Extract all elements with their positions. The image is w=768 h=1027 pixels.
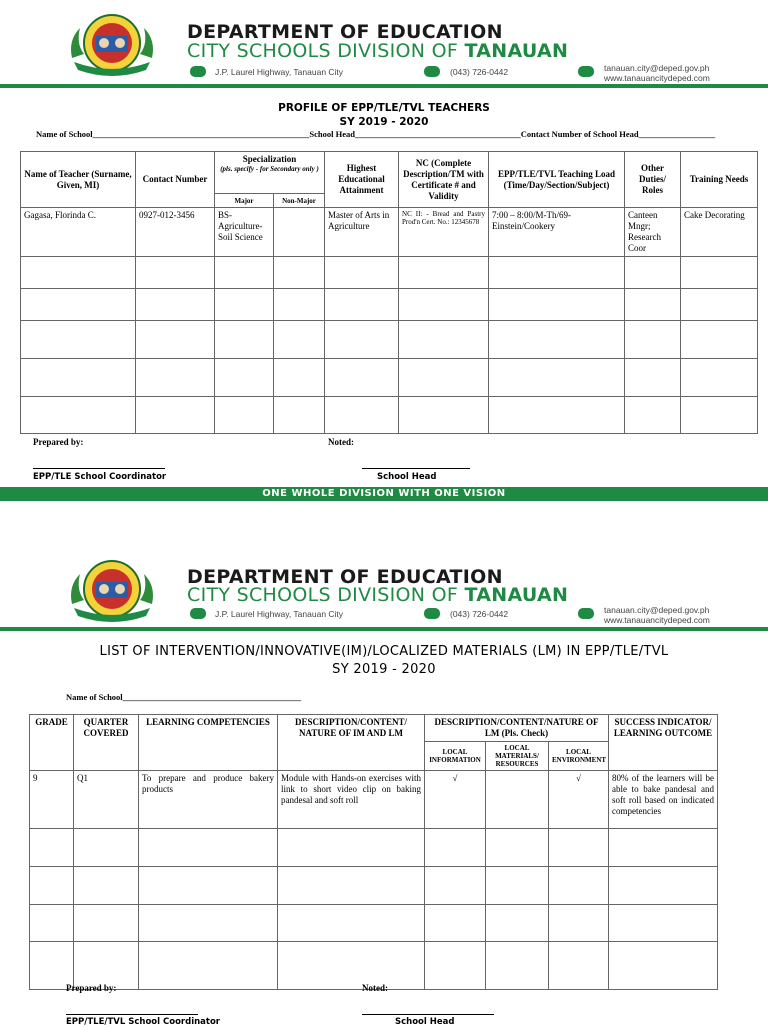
location-icon [190, 66, 206, 77]
school-info-line: Name of School___________________________________________________School Head_______________________________________Contact Number of School Head__________________ [36, 129, 716, 139]
email-icon [578, 66, 594, 77]
email-web-text: tanauan.city@deped.gov.ph www.tanauancitydeped.com [604, 63, 710, 83]
address-text: J.P. Laurel Highway, Tanauan City [215, 67, 344, 77]
address-text: J.P. Laurel Highway, Tanauan City [215, 609, 344, 619]
col-nonmajor: Non-Major [274, 194, 325, 208]
email-web-text: tanauan.city@deped.gov.ph www.tanauancitydeped.com [604, 605, 710, 625]
noted-label: Noted: [362, 983, 388, 993]
cell-success: 80% of the learners will be able to bake pandesal and soft roll based on indicated competencies [609, 771, 718, 829]
head-signature-line [362, 1014, 494, 1015]
cell-training: Cake Decorating [681, 208, 758, 257]
teacher-profile-table [20, 151, 758, 434]
cell-quarter: Q1 [74, 771, 139, 829]
page1-title: PROFILE OF EPP/TLE/TVL TEACHERS SY 2019 - 2020 [278, 102, 490, 128]
school-head-label: School Head [377, 472, 437, 482]
table-row [21, 257, 758, 289]
table-row [30, 867, 718, 905]
email-icon [578, 608, 594, 619]
col-other-duties: Other Duties/ Roles [625, 152, 681, 208]
col-local-information: LOCAL INFORMATION [425, 742, 486, 771]
col-quarter: QUARTER COVERED [74, 715, 139, 771]
col-specialization: Specialization (pls. specify - for Secondary only ) [215, 152, 325, 194]
coordinator-signature-line [33, 468, 165, 469]
col-local-materials: LOCAL MATERIALS/ RESOURCES [486, 742, 549, 771]
table-row [30, 829, 718, 867]
cell-competencies: To prepare and produce bakery products [139, 771, 278, 829]
phone-text: (043) 726-0442 [450, 67, 509, 77]
page2-title: LIST OF INTERVENTION/INNOVATIVE(IM)/LOCALIZED MATERIALS (LM) IN EPP/TLE/TVL SY 2019 - 2020 [99, 644, 669, 677]
materials-table [29, 714, 718, 990]
phone-icon [424, 66, 440, 77]
col-major: Major [215, 194, 274, 208]
deped-seal-logo [66, 556, 158, 622]
coordinator-label: EPP/TLE School Coordinator [33, 472, 167, 482]
col-hea: Highest Educational Attainment [325, 152, 399, 208]
col-nc: NC (Complete Description/TM with Certificate # and Validity [399, 152, 489, 208]
table-row [21, 359, 758, 397]
col-teaching-load: EPP/TLE/TVL Teaching Load (Time/Day/Section/Subject) [489, 152, 625, 208]
cell-nc: NC II: - Bread and Pastry Prod'n Cert. No.: 12345678 [399, 208, 489, 257]
cell-load: 7:00 – 8:00/M-Th/69-Einstein/Cookery [489, 208, 625, 257]
cell-hea: Master of Arts in Agriculture [325, 208, 399, 257]
school-head-label: School Head [395, 1017, 455, 1027]
phone-text: (043) 726-0442 [450, 609, 509, 619]
vision-banner: ONE WHOLE DIVISION WITH ONE VISION [0, 487, 768, 501]
prepared-by-label: Prepared by: [66, 983, 117, 993]
col-training-needs: Training Needs [681, 152, 758, 208]
cell-major: BS-Agriculture-Soil Science [215, 208, 274, 257]
cell-description: Module with Hands-on exercises with link to short video clip on baking pandesal and soft roll [278, 771, 425, 829]
col-success-indicator: SUCCESS INDICATOR/ LEARNING OUTCOME [609, 715, 718, 771]
col-name: Name of Teacher (Surname, Given, MI) [21, 152, 136, 208]
prepared-by-label: Prepared by: [33, 437, 84, 447]
cell-nonmajor [274, 208, 325, 257]
table-row [21, 321, 758, 359]
col-contact: Contact Number [136, 152, 215, 208]
phone-icon [424, 608, 440, 619]
col-competencies: LEARNING COMPETENCIES [139, 715, 278, 771]
col-nature-check: DESCRIPTION/CONTENT/NATURE OF LM (Pls. Check) [425, 715, 609, 742]
table-row [30, 771, 718, 829]
col-local-environment: LOCAL ENVIRONMENT [549, 742, 609, 771]
division-title: CITY SCHOOLS DIVISION OF TANAUAN [187, 40, 569, 62]
coordinator-label: EPP/TLE/TVL School Coordinator [66, 1017, 221, 1027]
table-row [21, 289, 758, 321]
table-row [30, 905, 718, 942]
col-description: DESCRIPTION/CONTENT/ NATURE OF IM AND LM [278, 715, 425, 771]
cell-name: Gagasa, Florinda C. [21, 208, 136, 257]
table-row [21, 208, 758, 257]
school-name-line: Name of School__________________________________________ [66, 692, 302, 702]
cell-grade: 9 [30, 771, 74, 829]
location-icon [190, 608, 206, 619]
department-title: DEPARTMENT OF EDUCATION [187, 566, 503, 588]
header-divider [0, 84, 768, 88]
cell-contact: 0927-012-3456 [136, 208, 215, 257]
header-divider [0, 627, 768, 631]
cell-local-materials [486, 771, 549, 829]
noted-label: Noted: [328, 437, 354, 447]
table-row [21, 397, 758, 434]
head-signature-line [362, 468, 470, 469]
division-title: CITY SCHOOLS DIVISION OF TANAUAN [187, 584, 569, 606]
department-title: DEPARTMENT OF EDUCATION [187, 21, 503, 43]
deped-seal-logo [66, 10, 158, 76]
cell-local-information: √ [425, 771, 486, 829]
cell-duties: Canteen Mngr; Research Coor [625, 208, 681, 257]
cell-local-environment: √ [549, 771, 609, 829]
coordinator-signature-line [66, 1014, 198, 1015]
col-grade: GRADE [30, 715, 74, 771]
